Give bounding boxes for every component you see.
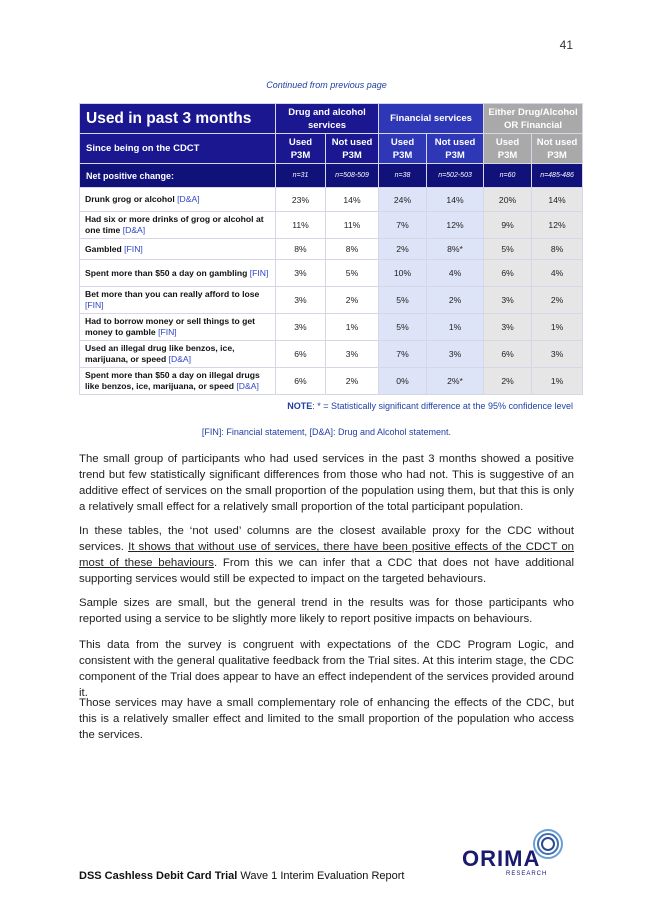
row-label: Gambled — [85, 243, 122, 254]
cell-value: 2% — [484, 368, 532, 395]
sample-size: n=502-503 — [427, 164, 484, 188]
legend-fin: [FIN]: Financial statement, — [201, 427, 307, 437]
sample-size: n=38 — [379, 164, 427, 188]
sample-size: n=485-486 — [532, 164, 583, 188]
cell-value: 14% — [326, 188, 379, 212]
cell-value: 2% — [326, 287, 379, 314]
paragraph: Sample sizes are small, but the general trend in the results was for those participants who reported using a service to be slightly more likely to report positive impacts on behaviours. — [79, 597, 574, 625]
table-row — [80, 341, 583, 368]
cell-value: 4% — [427, 260, 484, 287]
logo-name: ORIMA — [462, 846, 541, 871]
cell-value: 6% — [484, 341, 532, 368]
row-tag: [FIN] — [249, 267, 269, 278]
table-note — [287, 401, 573, 411]
group-header-either: Either Drug/Alcohol OR Financial — [484, 104, 583, 134]
table-row — [80, 188, 583, 212]
cell-value: 23% — [276, 188, 326, 212]
cell-value: 3% — [276, 314, 326, 341]
cell-value: 4% — [532, 260, 583, 287]
footer — [79, 870, 404, 882]
row-label: Spent more than $50 a day on gambling — [85, 267, 248, 278]
table-row — [80, 314, 583, 341]
cell-value: 3% — [276, 260, 326, 287]
tag-legend — [0, 427, 653, 437]
row-label: Bet more than you can really afford to lose — [85, 289, 260, 299]
cell-value: 3% — [484, 287, 532, 314]
table-title: Used in past 3 months — [80, 104, 276, 134]
row-tag: [FIN] — [158, 327, 177, 337]
row-tag: [FIN] — [85, 300, 104, 310]
note-text: : * = Statistically significant difference at the 95% confidence level — [312, 401, 573, 411]
cell-value: 20% — [484, 188, 532, 212]
footer-bold: DSS Cashless Debit Card Trial — [79, 870, 238, 882]
cell-value: 3% — [427, 341, 484, 368]
cell-value: 1% — [532, 314, 583, 341]
cell-value: 8% — [532, 239, 583, 260]
services-table — [79, 103, 583, 395]
sample-size: n=31 — [276, 164, 326, 188]
sample-size: n=60 — [484, 164, 532, 188]
col-header-used: Used P3M — [379, 134, 427, 164]
paragraph: This data from the survey is congruent with expectations of the CDC Program Logic, and consistent with the general qualitative feedback from the Trial sites. At this interim stage, the CDC component of the Trial does appear to have an effect independent of the services provided around it. — [79, 639, 574, 699]
cell-value: 11% — [326, 212, 379, 239]
table-row — [80, 287, 583, 314]
cell-value: 3% — [532, 341, 583, 368]
cell-value: 12% — [532, 212, 583, 239]
cell-value: 12% — [427, 212, 484, 239]
group-header-financial: Financial services — [379, 104, 484, 134]
col-header-used: Used P3M — [484, 134, 532, 164]
cell-value: 1% — [326, 314, 379, 341]
cell-value: 5% — [379, 287, 427, 314]
cell-value: 2% — [326, 368, 379, 395]
net-change-label: Net positive change: — [80, 164, 276, 188]
cell-value: 2%* — [427, 368, 484, 395]
row-tag: [FIN] — [124, 243, 143, 254]
paragraph: The small group of participants who had used services in the past 3 months showed a positive trend but few statistically significant differences from those who had not. This is suggestive of an additive effect of services on the small proportion of the population using them, but that this is only a relatively small effect for a relatively small proportion of the total participant population. — [79, 453, 574, 513]
paragraph-text: . From this we can infer that a CDC that does not have additional supporting services would still be expected to impact on the targeted behaviours. — [79, 557, 574, 585]
cell-value: 8% — [326, 239, 379, 260]
cell-value: 10% — [379, 260, 427, 287]
cell-value: 9% — [484, 212, 532, 239]
paragraph-text: In these tables, the ‘not used’ columns are the closest available proxy for the CDC without services. — [79, 525, 574, 553]
continued-note: Continued from previous page — [266, 80, 387, 90]
table-row — [80, 260, 583, 287]
cell-value: 6% — [484, 260, 532, 287]
row-tag: [D&A] — [177, 194, 200, 204]
cell-value: 0% — [379, 368, 427, 395]
cell-value: 11% — [276, 212, 326, 239]
cell-value: 14% — [427, 188, 484, 212]
cell-value: 2% — [379, 239, 427, 260]
paragraph: Those services may have a small complementary role of enhancing the effects of the CDC, but this is a relatively smaller effect and limited to the small proportion of the population who access the services. — [79, 697, 574, 741]
cell-value: 6% — [276, 368, 326, 395]
table-subtitle: Since being on the CDCT — [80, 134, 276, 164]
row-label: Had to borrow money or sell things to get money to gamble — [85, 316, 255, 337]
col-header-not-used: Not used P3M — [326, 134, 379, 164]
cell-value: 3% — [326, 341, 379, 368]
row-tag: [D&A] — [168, 354, 192, 364]
row-label: Used an illegal drug like benzos, ice, marijuana, or speed — [85, 343, 235, 364]
paragraph — [79, 523, 574, 587]
logo-sub: RESEARCH — [506, 871, 548, 877]
cell-value: 2% — [427, 287, 484, 314]
cell-value: 1% — [427, 314, 484, 341]
cell-value: 7% — [379, 341, 427, 368]
orima-logo — [462, 828, 572, 878]
cell-value: 3% — [276, 287, 326, 314]
col-header-not-used: Not used P3M — [427, 134, 484, 164]
page-number: 41 — [559, 38, 573, 52]
cell-value: 6% — [276, 341, 326, 368]
footer-rest: Wave 1 Interim Evaluation Report — [237, 870, 405, 882]
legend-da: [D&A]: Drug and Alcohol statement. — [309, 427, 452, 437]
col-header-not-used: Not used P3M — [532, 134, 583, 164]
row-label: Spent more than $50 a day on illegal drugs like benzos, ice, marijuana, or speed — [85, 370, 260, 391]
cell-value: 1% — [532, 368, 583, 395]
table-row — [80, 368, 583, 395]
group-header-drug-alcohol: Drug and alcohol services — [276, 104, 379, 134]
cell-value: 3% — [484, 314, 532, 341]
col-header-used: Used P3M — [276, 134, 326, 164]
cell-value: 5% — [326, 260, 379, 287]
sample-size: n=508-509 — [326, 164, 379, 188]
row-label: Drunk grog or alcohol — [85, 194, 175, 204]
row-tag: [D&A] — [122, 225, 146, 235]
cell-value: 14% — [532, 188, 583, 212]
cell-value: 5% — [484, 239, 532, 260]
cell-value: 2% — [532, 287, 583, 314]
cell-value: 8%* — [427, 239, 484, 260]
cell-value: 24% — [379, 188, 427, 212]
cell-value: 7% — [379, 212, 427, 239]
cell-value: 8% — [276, 239, 326, 260]
cell-value: 5% — [379, 314, 427, 341]
row-label: Had six or more drinks of grog or alcohol at one time — [85, 214, 264, 235]
row-tag: [D&A] — [236, 381, 259, 391]
paragraph-underlined: It shows that without use of services, there have been positive effects of the CDCT on most of these behaviours — [79, 541, 574, 569]
note-label: NOTE — [287, 401, 313, 411]
table-row — [80, 239, 583, 260]
table-row — [80, 212, 583, 239]
